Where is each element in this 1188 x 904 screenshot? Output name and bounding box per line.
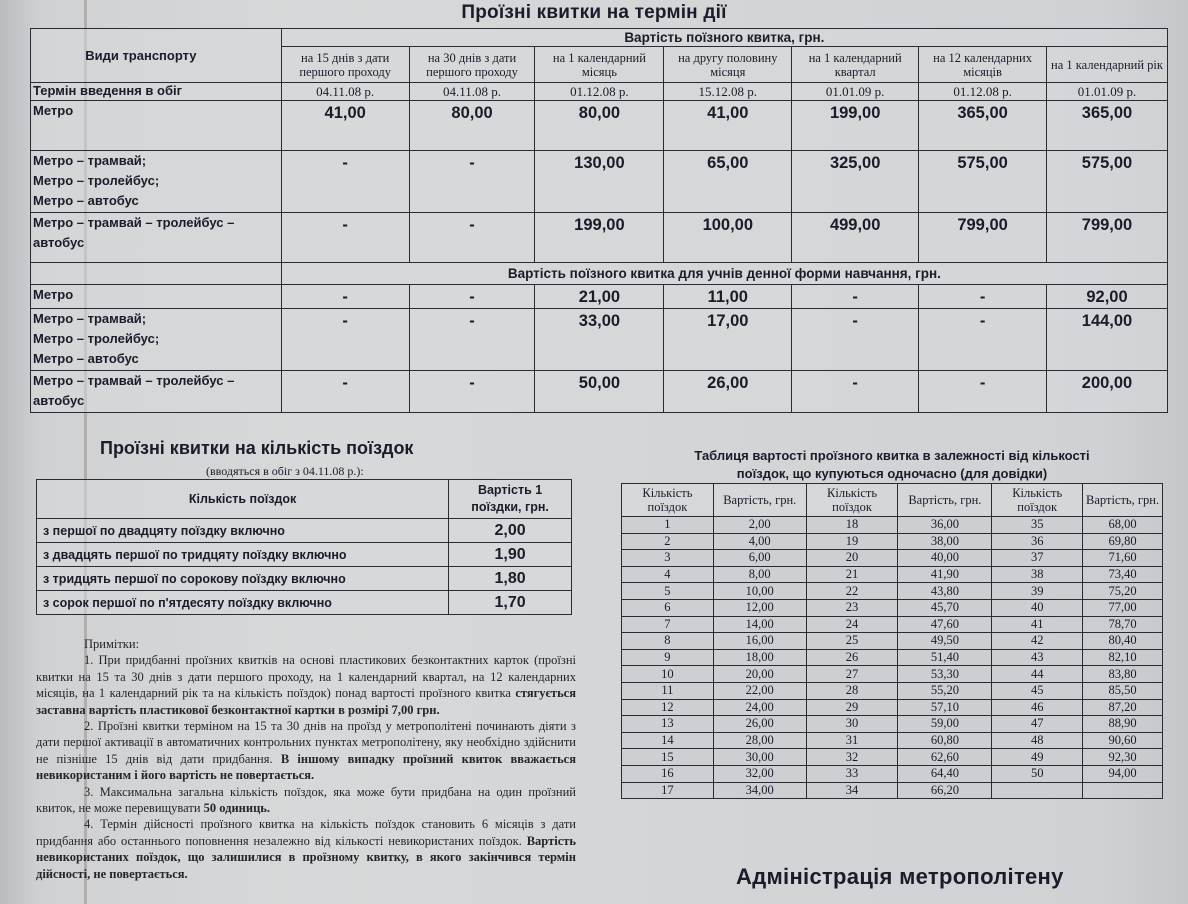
price-cell: 18,00: [713, 649, 806, 666]
period-column-header: на 15 днів з дати першого проходу: [281, 47, 409, 83]
trips-count-column-header: [992, 484, 1083, 517]
price-cell: 68,00: [1083, 517, 1163, 534]
trip-row: [37, 591, 572, 615]
reference-row: [622, 749, 1163, 766]
price-cell: 50,00: [535, 371, 664, 413]
trip-row: [37, 567, 572, 591]
transport-type-label: [31, 371, 282, 413]
price-cell: 49,50: [898, 633, 992, 650]
price-cell: 799,00: [919, 213, 1047, 263]
price-cell: 55,20: [898, 682, 992, 699]
price-cell: 365,00: [919, 101, 1047, 151]
period-column-header: на 1 календарний місяць: [535, 47, 664, 83]
note-emphasis: стягується заставна вартість пластикової безконтактної картки в розмірі 7,00 грн.: [36, 686, 576, 717]
trips-count-cell: 37: [992, 550, 1083, 567]
price-row: [31, 371, 1168, 413]
reference-table: [621, 483, 1163, 799]
intro-date: 01.01.09 р.: [1047, 83, 1168, 101]
reference-title-line: Таблиця вартості проїзного квитка в залежності від кількості: [694, 448, 1090, 463]
trip-price-header-line: поїздки, грн.: [471, 500, 549, 514]
trips-count-cell: 18: [806, 517, 898, 534]
price-cell: 199,00: [792, 101, 919, 151]
note-text: 4. Термін дійсності проїзного квитка на кількість поїздок становить 6 місяців з дати придбання або останнього поповнення незалежно від кількості невикористаних поїздок.: [36, 817, 576, 848]
price-cell: 575,00: [919, 151, 1047, 213]
students-header: Вартість поїзного квитка для учнів денної форми навчання, грн.: [281, 263, 1167, 285]
price-cell: 28,00: [713, 732, 806, 749]
price-cell: 57,10: [898, 699, 992, 716]
price-row: [31, 213, 1168, 263]
trips-count-cell: 20: [806, 550, 898, 567]
transport-type-line: Метро – тролейбус;: [33, 331, 160, 346]
note-emphasis: 50 одиниць.: [203, 801, 271, 816]
trips-count-cell: 48: [992, 732, 1083, 749]
price-cell: 94,00: [1083, 765, 1163, 782]
trips-count-cell: 2: [622, 533, 714, 550]
trip-range-label: з першої по двадцяту поїздку включно: [37, 519, 449, 543]
trips-count-cell: 28: [806, 682, 898, 699]
header-line: Кількість: [827, 486, 878, 500]
price-cell: 65,00: [664, 151, 792, 213]
price-cell: -: [409, 151, 535, 213]
reference-row: [622, 583, 1163, 600]
trip-price: 1,70: [449, 591, 572, 615]
trips-count-cell: 12: [622, 699, 714, 716]
price-row: [31, 101, 1168, 151]
trips-count-cell: [992, 782, 1083, 799]
transport-type-line: Метро – автобус: [33, 193, 139, 208]
price-cell: 80,00: [409, 101, 535, 151]
price-cell: 10,00: [713, 583, 806, 600]
intro-date: 15.12.08 р.: [664, 83, 792, 101]
price-cell: -: [281, 371, 409, 413]
price-cell: 43,80: [898, 583, 992, 600]
trip-price: 1,90: [449, 543, 572, 567]
price-cell: -: [409, 371, 535, 413]
trips-count-cell: 3: [622, 550, 714, 567]
price-cell: 82,10: [1083, 649, 1163, 666]
price-cell: -: [919, 371, 1047, 413]
price-cell: 88,90: [1083, 716, 1163, 733]
trips-count-cell: 42: [992, 633, 1083, 650]
trips-count-cell: 29: [806, 699, 898, 716]
price-cell: 87,20: [1083, 699, 1163, 716]
trips-count-cell: 11: [622, 682, 714, 699]
trips-count-cell: 32: [806, 749, 898, 766]
trip-range-label: з сорок першої по п'ятдесяту поїздку включно: [37, 591, 449, 615]
trips-count-cell: 47: [992, 716, 1083, 733]
price-cell: 33,00: [535, 309, 664, 371]
trips-count-cell: 45: [992, 682, 1083, 699]
reference-row: [622, 566, 1163, 583]
price-cell: 325,00: [792, 151, 919, 213]
transport-type-line: Метро – трамвай;: [33, 153, 147, 168]
price-cell: 38,00: [898, 533, 992, 550]
period-column-header: на 12 календарних місяців: [919, 47, 1047, 83]
reference-row: [622, 599, 1163, 616]
trips-count-cell: 31: [806, 732, 898, 749]
trip-price: 1,80: [449, 567, 572, 591]
price-cell: 90,60: [1083, 732, 1163, 749]
header-line: поїздок: [832, 500, 872, 514]
note-text: 3. Максимальна загальна кількість поїздок, яка може бути придбана на один проїзний квиток, не може перевищувати: [36, 784, 576, 816]
price-cell: [1083, 782, 1163, 799]
trips-count-cell: 4: [622, 566, 714, 583]
period-column-header: на 30 днів з дати першого проходу: [409, 47, 535, 83]
reference-row: [622, 732, 1163, 749]
price-cell: 51,40: [898, 649, 992, 666]
price-cell: 59,00: [898, 716, 992, 733]
price-cell: 85,50: [1083, 682, 1163, 699]
price-cell: 41,90: [898, 566, 992, 583]
price-cell: 73,40: [1083, 566, 1163, 583]
note-text: 2. Проїзні квитки терміном на 15 та 30 днів на проїзд у метрополітені починають діяти з дати першої активації в автоматичних контрольних пунктах метрополітену, яку необхідно здійснити не пізніше 15 днів від дати придбання.: [36, 719, 576, 766]
transport-type-line: автобус: [33, 235, 85, 250]
period-tickets-table: [30, 28, 1168, 413]
transport-type-line: Метро: [33, 103, 74, 118]
cost-header: Вартість поїзного квитка, грн.: [281, 29, 1167, 47]
price-cell: 575,00: [1047, 151, 1168, 213]
trips-count-cell: 6: [622, 599, 714, 616]
header-line: поїздок: [647, 500, 688, 514]
price-cell: -: [281, 309, 409, 371]
price-cell: 4,00: [713, 533, 806, 550]
transport-type-line: Метро – тролейбус;: [33, 173, 160, 188]
trips-count-cell: 46: [992, 699, 1083, 716]
trips-count-cell: 16: [622, 765, 714, 782]
trips-count-cell: 22: [806, 583, 898, 600]
price-cell: 2,00: [713, 517, 806, 534]
trips-count-cell: 15: [622, 749, 714, 766]
trips-count-cell: 36: [992, 533, 1083, 550]
price-cell: 92,30: [1083, 749, 1163, 766]
period-column-header: на другу половину місяця: [664, 47, 792, 83]
trips-count-column-header: [806, 484, 898, 517]
notes-block: [36, 636, 576, 882]
trips-count-cell: 23: [806, 599, 898, 616]
price-cell: -: [281, 213, 409, 263]
reference-row: [622, 517, 1163, 534]
reference-row: [622, 682, 1163, 699]
price-cell: 24,00: [713, 699, 806, 716]
price-cell: 144,00: [1047, 309, 1168, 371]
price-cell: 78,70: [1083, 616, 1163, 633]
reference-row: [622, 666, 1163, 683]
price-cell: 34,00: [713, 782, 806, 799]
transport-type-label: [31, 213, 282, 263]
trips-count-cell: 19: [806, 533, 898, 550]
price-cell: 17,00: [664, 309, 792, 371]
price-cell: 32,00: [713, 765, 806, 782]
price-cell: 130,00: [535, 151, 664, 213]
price-cell: 53,30: [898, 666, 992, 683]
price-cell: 20,00: [713, 666, 806, 683]
notes-heading: Примітки:: [84, 637, 140, 651]
price-cell: 14,00: [713, 616, 806, 633]
trips-count-cell: 38: [992, 566, 1083, 583]
price-cell: 41,00: [664, 101, 792, 151]
intro-date: 01.12.08 р.: [919, 83, 1047, 101]
trips-count-cell: 33: [806, 765, 898, 782]
price-cell: 41,00: [281, 101, 409, 151]
trips-count-cell: 21: [806, 566, 898, 583]
trips-count-cell: 17: [622, 782, 714, 799]
header-line: Кількість: [642, 486, 693, 500]
period-tickets-title: Проїзні квитки на термін дії: [461, 2, 727, 23]
intro-date: 01.12.08 р.: [535, 83, 664, 101]
price-cell: 21,00: [535, 285, 664, 309]
price-column-header: Вартість, грн.: [1083, 484, 1163, 517]
price-cell: 36,00: [898, 517, 992, 534]
price-cell: 199,00: [535, 213, 664, 263]
price-cell: 92,00: [1047, 285, 1168, 309]
price-cell: -: [409, 309, 535, 371]
price-cell: 30,00: [713, 749, 806, 766]
transport-type-label: [31, 309, 282, 371]
reference-row: [622, 550, 1163, 567]
transport-type-line: автобус: [33, 393, 85, 408]
trips-count-cell: 41: [992, 616, 1083, 633]
price-cell: 6,00: [713, 550, 806, 567]
price-cell: 12,00: [713, 599, 806, 616]
price-cell: -: [792, 371, 919, 413]
trip-price: 2,00: [449, 519, 572, 543]
trip-row: [37, 543, 572, 567]
price-cell: 45,70: [898, 599, 992, 616]
price-column-header: Вартість, грн.: [898, 484, 992, 517]
price-cell: 71,60: [1083, 550, 1163, 567]
intro-date: 04.11.08 р.: [281, 83, 409, 101]
reference-row: [622, 533, 1163, 550]
price-cell: -: [919, 309, 1047, 371]
price-cell: -: [409, 285, 535, 309]
price-cell: 11,00: [664, 285, 792, 309]
trips-count-cell: 44: [992, 666, 1083, 683]
price-cell: 80,00: [535, 101, 664, 151]
note-1: [36, 652, 576, 718]
transport-type-line: Метро: [33, 287, 74, 302]
header-line: Кількість: [1012, 486, 1063, 500]
reference-row: [622, 716, 1163, 733]
price-cell: 75,20: [1083, 583, 1163, 600]
price-cell: -: [919, 285, 1047, 309]
trip-price-header: [449, 480, 572, 519]
trips-count-cell: 40: [992, 599, 1083, 616]
price-cell: 26,00: [664, 371, 792, 413]
price-cell: 80,40: [1083, 633, 1163, 650]
trips-count-cell: 26: [806, 649, 898, 666]
intro-date: 01.01.09 р.: [792, 83, 919, 101]
trip-tickets-table: [36, 479, 572, 615]
intro-date-label: Термін введення в обіг: [31, 83, 282, 101]
trip-price-header-line: Вартість 1: [477, 483, 543, 497]
trip-row: [37, 519, 572, 543]
note-4: [36, 816, 576, 882]
price-cell: -: [281, 285, 409, 309]
price-cell: -: [409, 213, 535, 263]
note-3: [36, 784, 576, 817]
price-cell: 100,00: [664, 213, 792, 263]
price-cell: -: [792, 285, 919, 309]
reference-row: [622, 699, 1163, 716]
trips-count-cell: 9: [622, 649, 714, 666]
transport-type-line: Метро – трамвай – тролейбус –: [33, 373, 235, 388]
trips-count-cell: 35: [992, 517, 1083, 534]
price-cell: 60,80: [898, 732, 992, 749]
price-cell: 26,00: [713, 716, 806, 733]
price-column-header: Вартість, грн.: [713, 484, 806, 517]
price-cell: 64,40: [898, 765, 992, 782]
reference-row: [622, 649, 1163, 666]
trips-count-cell: 49: [992, 749, 1083, 766]
header-line: поїздок: [1017, 500, 1058, 514]
price-cell: 40,00: [898, 550, 992, 567]
price-cell: 83,80: [1083, 666, 1163, 683]
trips-count-cell: 50: [992, 765, 1083, 782]
period-column-header: на 1 календарний квартал: [792, 47, 919, 83]
price-cell: 799,00: [1047, 213, 1168, 263]
transport-type-label: [31, 285, 282, 309]
reference-table-title: [622, 447, 1162, 483]
price-cell: -: [792, 309, 919, 371]
reference-row: [622, 633, 1163, 650]
trips-count-cell: 1: [622, 517, 714, 534]
price-row: [31, 285, 1168, 309]
trips-count-cell: 13: [622, 716, 714, 733]
note-text: 1. При придбанні проїзних квитків на основі пластикових безконтактних карток (проїзні квитки на 15 та 30 днів з дати першого проходу, на 1 календарний квартал, на 12 календарних місяців, на 1 календарний рік та на кількість поїздок) понад вартості проїзного квитка: [36, 653, 576, 701]
trips-count-cell: 39: [992, 583, 1083, 600]
trips-count-cell: 43: [992, 649, 1083, 666]
note-emphasis: В іншому випадку проїзний квиток вважається невикористаним і його вартість не повертається.: [36, 751, 576, 783]
transport-type-label: [31, 101, 282, 151]
price-cell: -: [281, 151, 409, 213]
transport-type-line: Метро – трамвай – тролейбус –: [33, 215, 235, 230]
intro-date: 04.11.08 р.: [409, 83, 535, 101]
price-cell: 16,00: [713, 633, 806, 650]
price-cell: 69,80: [1083, 533, 1163, 550]
price-cell: 77,00: [1083, 599, 1163, 616]
price-cell: 365,00: [1047, 101, 1168, 151]
price-row: [31, 309, 1168, 371]
reference-row: [622, 765, 1163, 782]
trips-count-column-header: [622, 484, 714, 517]
price-cell: 499,00: [792, 213, 919, 263]
trips-count-cell: 10: [622, 666, 714, 683]
transport-type-header: Види транспорту: [31, 29, 282, 83]
trips-count-cell: 27: [806, 666, 898, 683]
price-cell: 22,00: [713, 682, 806, 699]
trips-count-cell: 34: [806, 782, 898, 799]
price-cell: 200,00: [1047, 371, 1168, 413]
price-cell: 62,60: [898, 749, 992, 766]
trips-count-cell: 30: [806, 716, 898, 733]
reference-row: [622, 616, 1163, 633]
trips-count-cell: 25: [806, 633, 898, 650]
trips-count-cell: 14: [622, 732, 714, 749]
trips-count-cell: 8: [622, 633, 714, 650]
note-2: [36, 718, 576, 784]
trip-range-label: з тридцять першої по сорокову поїздку включно: [37, 567, 449, 591]
transport-type-label: [31, 151, 282, 213]
trips-count-header: Кількість поїздок: [37, 480, 449, 519]
trip-tickets-subtitle: (вводяться в обіг з 04.11.08 р.):: [206, 464, 364, 478]
price-row: [31, 151, 1168, 213]
price-cell: 66,20: [898, 782, 992, 799]
transport-type-line: Метро – трамвай;: [33, 311, 147, 326]
price-cell: 47,60: [898, 616, 992, 633]
trips-count-cell: 5: [622, 583, 714, 600]
reference-title-line: поїздок, що купуються одночасно (для довідки): [736, 466, 1048, 481]
period-column-header: на 1 календарний рік: [1047, 47, 1168, 83]
trips-count-cell: 24: [806, 616, 898, 633]
note-emphasis: Вартість невикористаних поїздок, що залишилися в проїзному квитку, в якого закінчився термін дійсності, не повертається.: [36, 833, 576, 881]
transport-type-line: Метро – автобус: [33, 351, 139, 366]
trips-count-cell: 7: [622, 616, 714, 633]
trip-tickets-title: Проїзні квитки на кількість поїздок: [100, 438, 414, 458]
price-cell: 8,00: [713, 566, 806, 583]
trip-range-label: з двадцять першої по тридцяту поїздку включно: [37, 543, 449, 567]
administration-signature: Адміністрація метрополітену: [736, 864, 1064, 889]
reference-row: [622, 782, 1163, 799]
